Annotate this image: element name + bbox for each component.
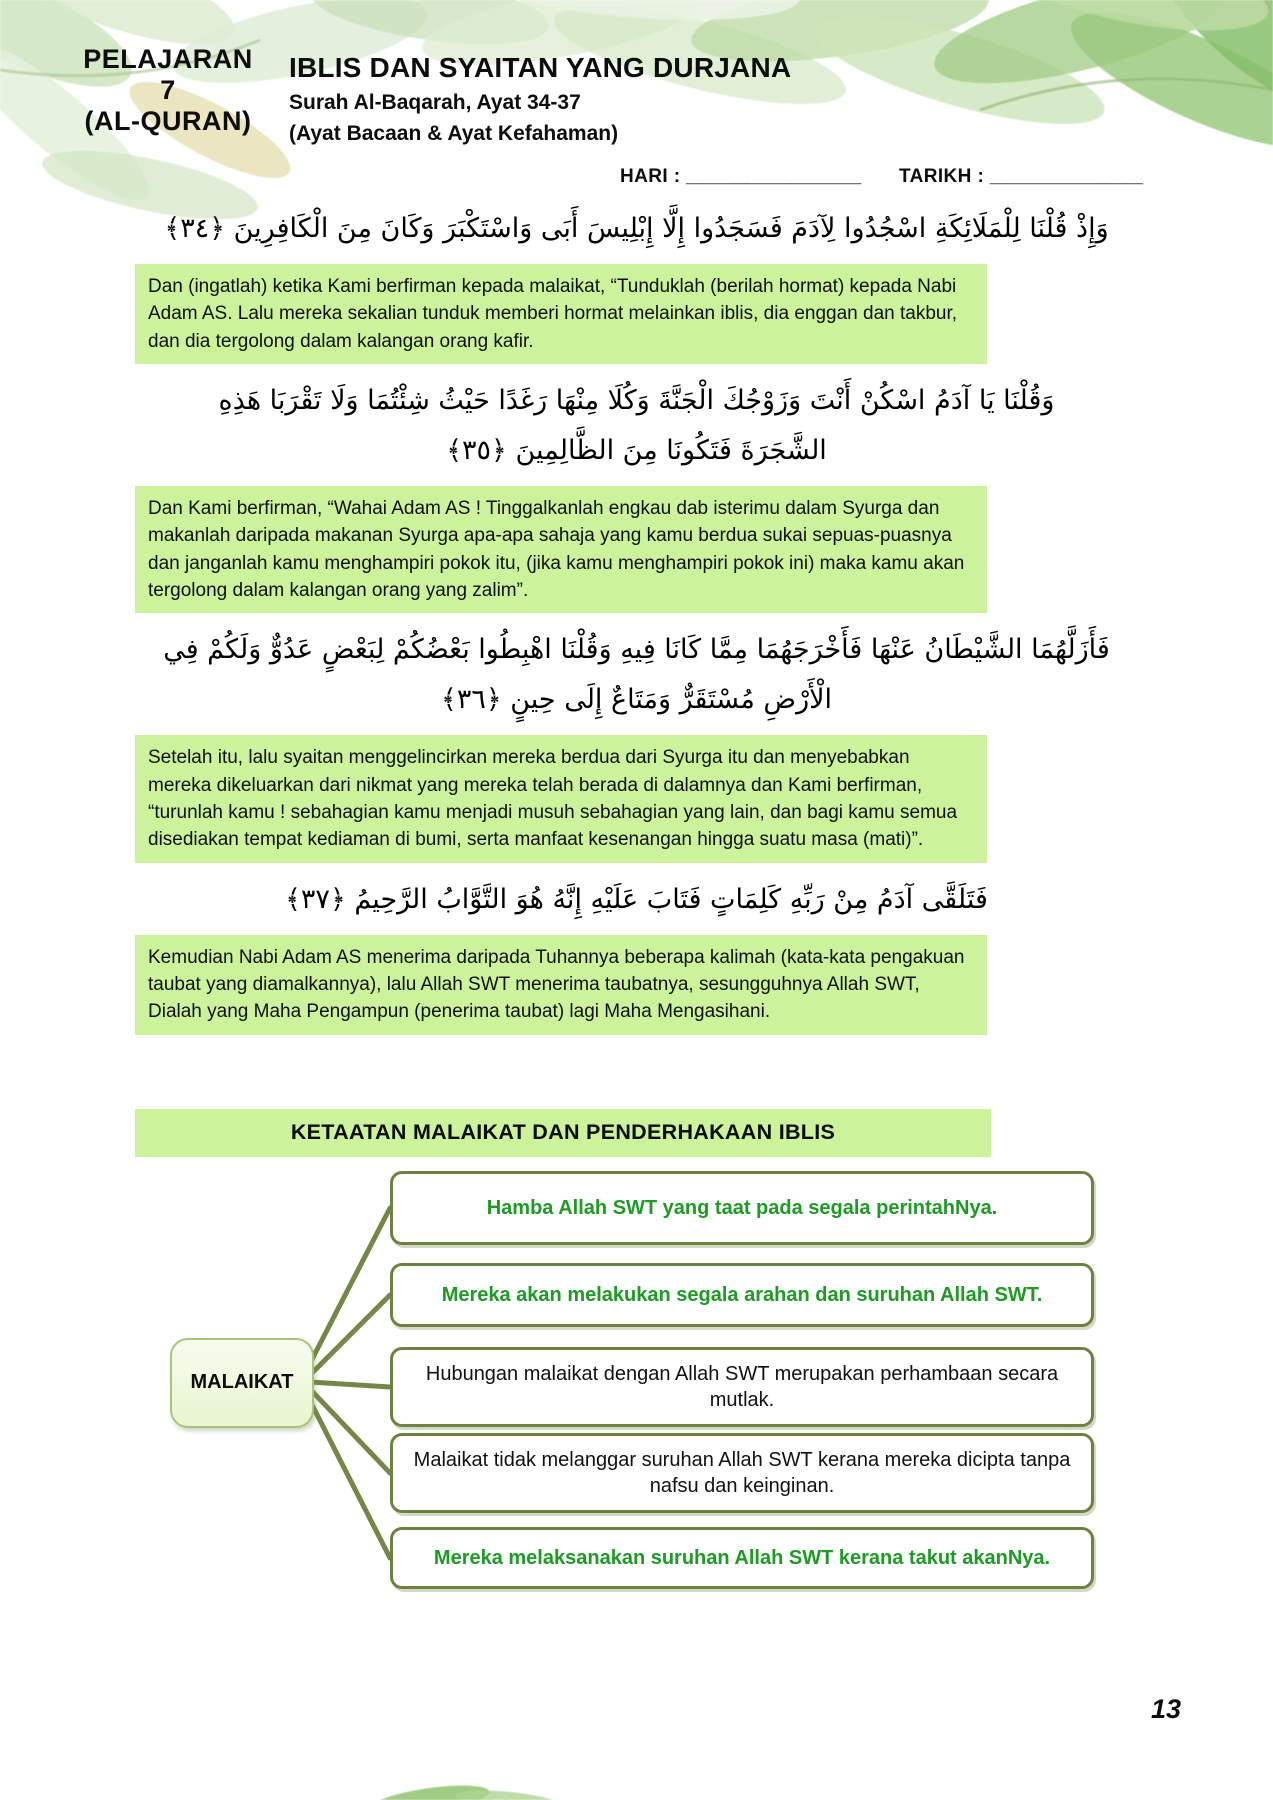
verse-34-translation: Dan (ingatlah) ketika Kami berfirman kepada malaikat, “Tunduklah (berilah hormat) kepada Nabi Adam AS. Lalu mereka sekalian tunduk memberi hormat melainkan iblis, dia enggan dan takbur, dan dia tergolong dalam kalangan orang kafir. [135, 264, 987, 364]
diagram-box-3: Hubungan malaikat dengan Allah SWT merupakan perhambaan secara mutlak. [390, 1347, 1094, 1427]
verse-37-line-1: فَتَلَقَّى آدَمُ مِنْ رَبِّهِ كَلِمَاتٍ فَتَابَ عَلَيْهِ إِنَّهُ هُوَ التَّوَّابُ الرَّحِيمُ ﴿٣٧﴾ [285, 883, 988, 915]
tarikh-label: TARIKH : [899, 166, 985, 187]
hari-blank-line: ________________ [686, 166, 862, 187]
diagram-title-bar: KETAATAN MALAIKAT DAN PENDERHAKAAN IBLIS [135, 1109, 991, 1157]
verse-34-line-1: وَإِذْ قُلْنَا لِلْمَلَائِكَةِ اسْجُدُوا لِآدَمَ فَسَجَدُوا إِلَّا إِبْلِيسَ أَبَى وَاسْتَكْبَرَ وَكَانَ مِنَ الْكَافِرِينَ ﴿٣٤﴾ [164, 213, 1109, 244]
surah-subtitle: Surah Al-Baqarah, Ayat 34-37 [289, 91, 581, 114]
verse-37-arabic [40, 875, 1233, 925]
lesson-badge-line3: (AL-QURAN) [84, 106, 252, 137]
verse-37-translation: Kemudian Nabi Adam AS menerima daripada Tuhannya beberapa kalimah (kata-kata pengakuan taubat yang diamalkannya), lalu Allah SWT menerima taubatnya, sesungguhnya Allah SWT, Dialah yang Maha Pengampun (penerima taubat) lagi Maha Mengasihani. [135, 935, 987, 1035]
page-title: IBLIS DAN SYAITAN YANG DURJANA [289, 52, 792, 83]
verse-35-line-2: الشَّجَرَةَ فَتَكُونَا مِنَ الظَّالِمِينَ ﴿٣٥﴾ [446, 434, 827, 466]
page-number: 13 [1150, 1694, 1181, 1724]
verse-36-line-2: الْأَرْضِ مُسْتَقَرٌّ وَمَتَاعٌ إِلَى حِينٍ ﴿٣٦﴾ [440, 684, 833, 716]
header-titles [289, 52, 791, 146]
lesson-badge-line2: 7 [160, 75, 176, 106]
verse-35-arabic [40, 376, 1233, 476]
ayat-type-subtitle: (Ayat Bacaan & Ayat Kefahaman) [289, 122, 619, 145]
lesson-badge-line1: PELAJARAN [83, 44, 253, 74]
verse-36-line-1: فَأَزَلَّهُمَا الشَّيْطَانُ عَنْهَا فَأَخْرَجَهُمَا مِمَّا كَانَا فِيهِ وَقُلْنَا اهْبِطُوا بَعْضُكُمْ لِبَعْضٍ عَدُوٌّ وَلَكُمْ فِي [163, 634, 1110, 666]
diagram-box-4: Malaikat tidak melanggar suruhan Allah SWT kerana mereka dicipta tanpa nafsu dan keinginan. [390, 1433, 1094, 1513]
malaikat-diagram [0, 1171, 1273, 1601]
hari-label: HARI : [620, 166, 681, 187]
diagram-box-1: Hamba Allah SWT yang taat pada segala perintahNya. [390, 1171, 1094, 1245]
day-date-row [620, 166, 1185, 188]
malaikat-node: MALAIKAT [170, 1338, 314, 1428]
main-content [0, 198, 1273, 1601]
diagram-box-5: Mereka melaksanakan suruhan Allah SWT kerana takut akanNya. [390, 1527, 1094, 1589]
verse-34-arabic [40, 204, 1233, 254]
verse-35-line-1: وَقُلْنَا يَا آدَمُ اسْكُنْ أَنْتَ وَزَوْجُكَ الْجَنَّةَ وَكُلَا مِنْهَا رَغَدًا حَيْثُ شِئْتُمَا وَلَا تَقْرَبَا هَذِهِ [218, 385, 1055, 417]
diagram-box-2: Mereka akan melakukan segala arahan dan suruhan Allah SWT. [390, 1263, 1094, 1327]
lesson-badge [78, 44, 258, 137]
verse-36-translation: Setelah itu, lalu syaitan menggelincirkan mereka berdua dari Syurga itu dan menyebabkan mereka dikeluarkan dari nikmat yang mereka telah berada di dalamnya dan Kami berfirman, “turunlah kamu ! sebahagian kamu menjadi musuh sebahagian yang lain, dan bagi kamu semua disediakan tempat kediaman di bumi, serta manfaat kesenangan hingga suatu masa (mati)”. [135, 735, 987, 862]
verse-35-translation: Dan Kami berfirman, “Wahai Adam AS ! Tinggalkanlah engkau dab isterimu dalam Syurga dan makanlah daripada makanan Syurga apa-apa sahaja yang kamu berdua sukai sepuas-puasnya dan janganlah kamu menghampiri pokok itu, (jika kamu menghampiri pokok ini) maka kamu akan tergolong dalam kalangan orang yang zalim”. [135, 486, 987, 613]
verse-36-arabic [40, 625, 1233, 725]
leaf-decoration-bottom [0, 1774, 1273, 1800]
tarikh-blank-line: ______________ [989, 166, 1144, 187]
